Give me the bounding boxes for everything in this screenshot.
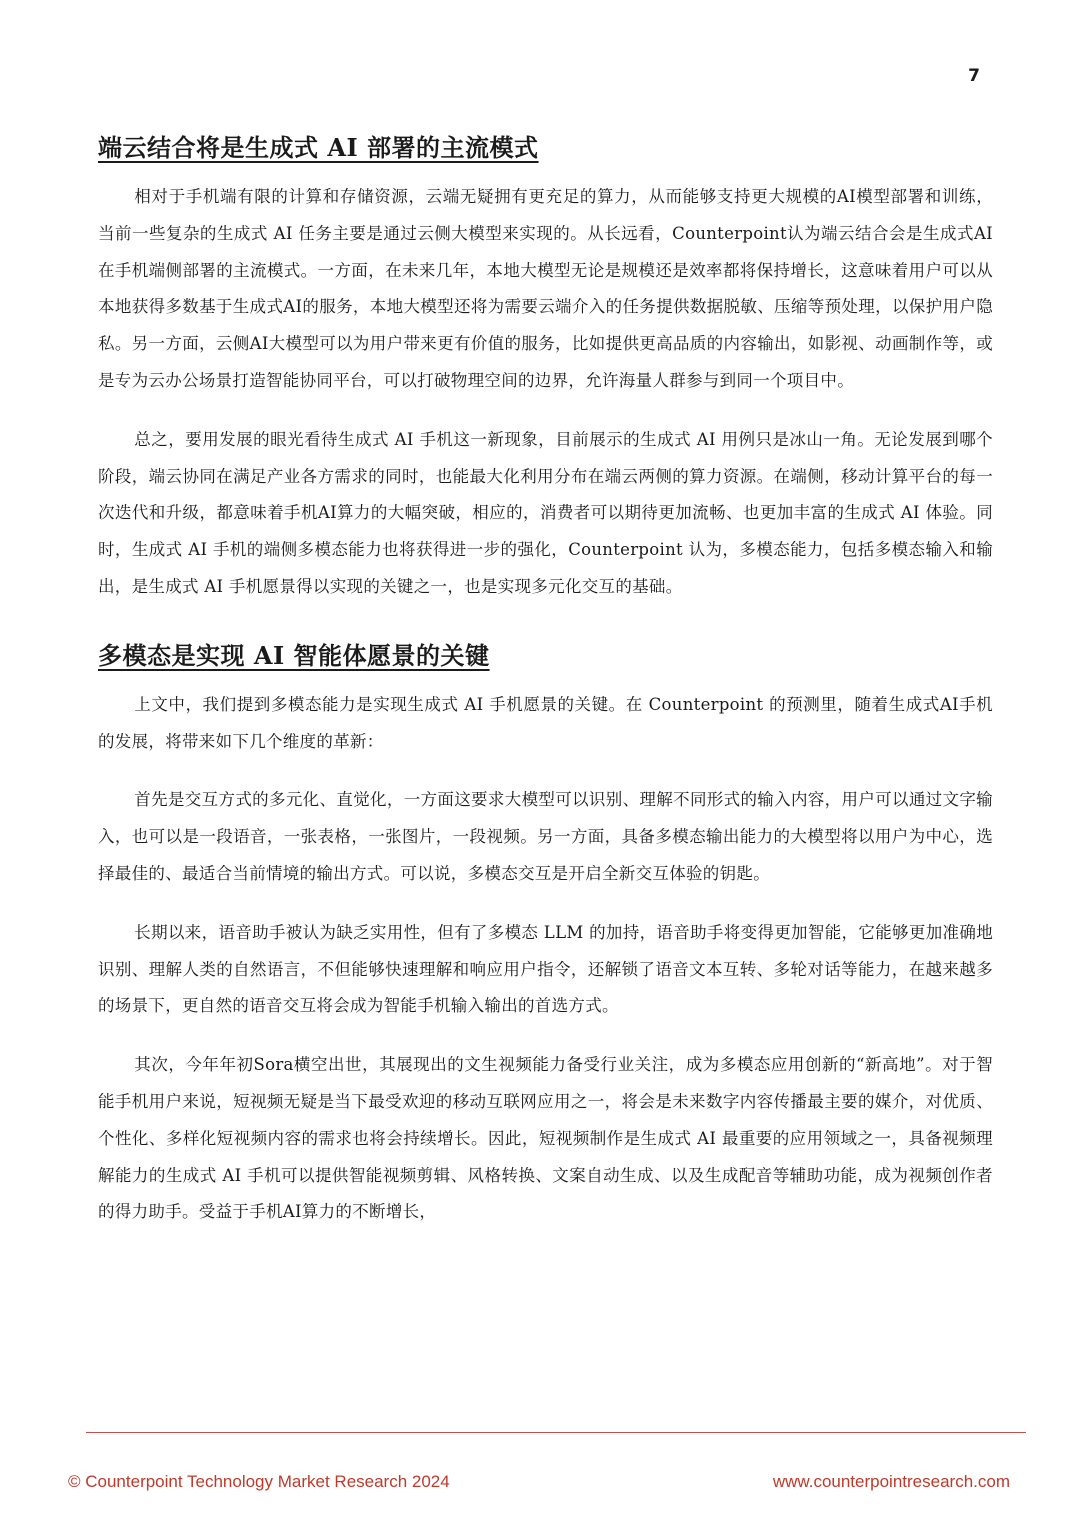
paragraph: 上文中，我们提到多模态能力是实现生成式 AI 手机愿景的关键。在 Counterpoint 的预测里，随着生成式AI手机的发展，将带来如下几个维度的革新： — [98, 694, 993, 751]
document-body — [98, 128, 993, 1253]
footer-divider — [86, 1432, 1026, 1433]
paragraph: 首先是交互方式的多元化、直觉化，一方面这要求大模型可以识别、理解不同形式的输入内容，用户可以通过文字输入，也可以是一段语音，一张表格，一张图片，一段视频。另一方面，具备多模态输出能力的大模型将以用户为中心，选择最佳的、最适合当前情境的输出方式。可以说，多模态交互是开启全新交互体验的钥匙。 — [98, 790, 993, 883]
page-number: 7 — [968, 66, 980, 86]
footer-copyright: © Counterpoint Technology Market Research 2024 — [68, 1472, 450, 1491]
paragraph: 其次，今年年初Sora横空出世，其展现出的文生视频能力备受行业关注，成为多模态应用创新的“新高地”。对于智能手机用户来说，短视频无疑是当下最受欢迎的移动互联网应用之一，将会是未来数字内容传播最主要的媒介，对优质、个性化、多样化短视频内容的需求也将会持续增长。因此，短视频制作是生成式 AI 最重要的应用领域之一，具备视频理解能力的生成式 AI 手机可以提供智能视频剪辑、风格转换、文案自动生成、以及生成配音等辅助功能，成为视频创作者的得力助手。受益于手机AI算力的不断增长， — [98, 1055, 993, 1222]
section-multimodal — [98, 636, 993, 1231]
section-cloud-edge — [98, 128, 993, 606]
paragraph: 长期以来，语音助手被认为缺乏实用性，但有了多模态 LLM 的加持，语音助手将变得更加智能，它能够更加准确地识别、理解人类的自然语言，不但能够快速理解和响应用户指令，还解锁了语音文本互转、多轮对话等能力，在越来越多的场景下，更自然的语音交互将会成为智能手机输入输出的首选方式。 — [98, 922, 993, 1016]
paragraph: 相对于手机端有限的计算和存储资源，云端无疑拥有更充足的算力，从而能够支持更大规模的AI模型部署和训练，当前一些复杂的生成式 AI 任务主要是通过云侧大模型来实现的。从长远看，Counterpoint认为端云结合会是生成式AI在手机端侧部署的主流模式。一方面，在未来几年，本地大模型无论是规模还是效率都将保持增长，这意味着用户可以从本地获得多数基于生成式AI的服务，本地大模型还将为需要云端介入的任务提供数据脱敏、压缩等预处理，以保护用户隐私。另一方面，云侧AI大模型可以为用户带来更有价值的服务，比如提供更高品质的内容输出，如影视、动画制作等，或是专为云办公场景打造智能协同平台，可以打破物理空间的边界，允许海量人群参与到同一个项目中。 — [98, 187, 993, 390]
section-heading: 多模态是实现 AI 智能体愿景的关键 — [98, 640, 490, 670]
section-heading: 端云结合将是生成式 AI 部署的主流模式 — [98, 133, 539, 162]
paragraph: 总之，要用发展的眼光看待生成式 AI 手机这一新现象，目前展示的生成式 AI 用例只是冰山一角。无论发展到哪个阶段，端云协同在满足产业各方需求的同时，也能最大化利用分布在端云两侧的算力资源。在端侧，移动计算平台的每一次迭代和升级，都意味着手机AI算力的大幅突破，相应的，消费者可以期待更加流畅、也更加丰富的生成式 AI 体验。同时，生成式 AI 手机的端侧多模态能力也将获得进一步的强化，Counterpoint 认为，多模态能力，包括多模态输入和输出，是生成式 AI 手机愿景得以实现的关键之一，也是实现多元化交互的基础。 — [98, 429, 993, 596]
footer-website-link[interactable]: www.counterpointresearch.com — [772, 1472, 1010, 1491]
